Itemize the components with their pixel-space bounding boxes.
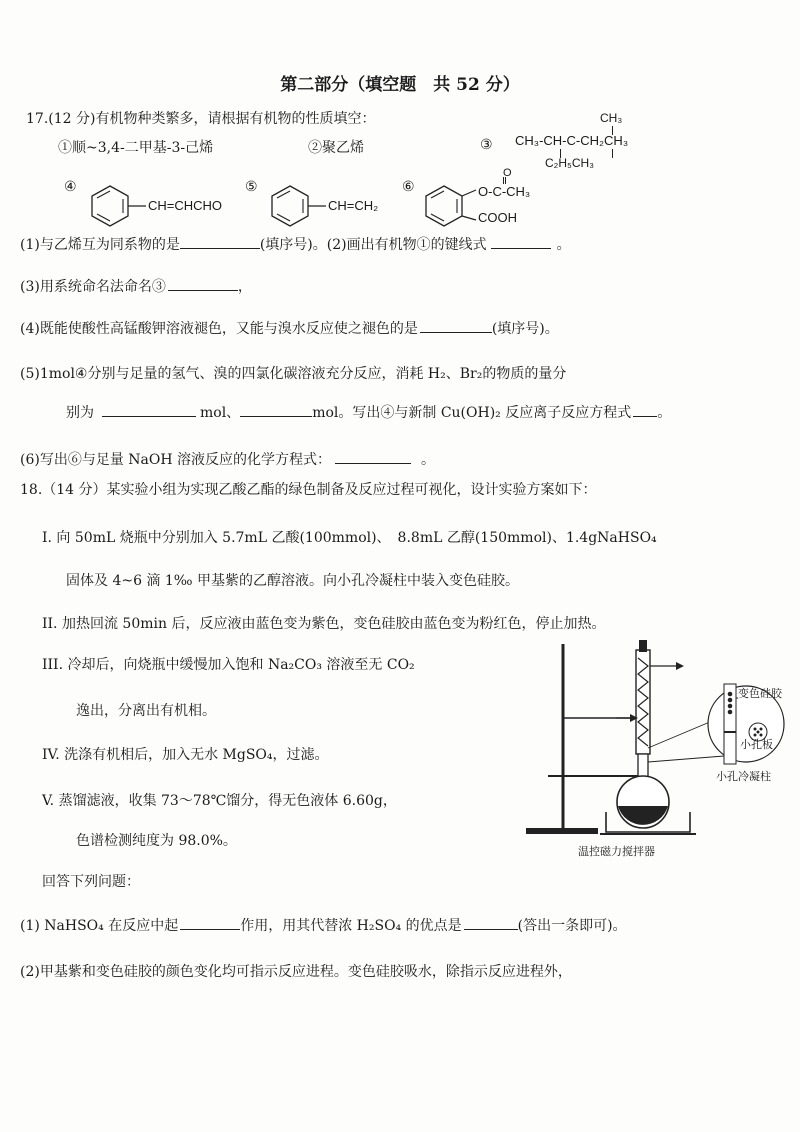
- compound-5-benzene-ring: [268, 182, 330, 230]
- compound-6-ester-group: O-C-CH₃: [478, 184, 531, 199]
- apparatus-diagram: [520, 636, 790, 876]
- answer-blank-18-1b[interactable]: [464, 915, 518, 930]
- q18-step1-line2: 固体及 4~6 滴 1‰ 甲基紫的乙醇溶液。向小孔冷凝柱中装入变色硅胶。: [66, 573, 520, 589]
- compound-4-benzene-ring: [88, 182, 150, 230]
- label-color-silica-gel: 变色硅胶: [738, 687, 782, 700]
- section-title: 第二部分（填空题 共 52 分）: [280, 75, 520, 95]
- q18-step5-line1: V. 蒸馏滤液，收集 73～78℃馏分，得无色液体 6.60g，: [42, 793, 397, 809]
- q17-part3: (3)用系统命名法命名③ ，: [20, 276, 252, 296]
- q18-step4: IV. 洗涤有机相后，加入无水 MgSO₄，过滤。: [42, 747, 329, 763]
- q17-part1: (1)与乙烯互为同系物的是 (填序号)。(2)画出有机物①的键线式 。: [20, 234, 571, 254]
- q17-part4: (4)既能使酸性高锰酸钾溶液褪色，又能与溴水反应使之褪色的是 (填序号)。: [20, 318, 559, 338]
- compound-3-number: ③: [480, 137, 493, 153]
- q18-question1: (1) NaHSO₄ 在反应中起 作用，用其代替浓 H₂SO₄ 的优点是 (答出一条即可)。: [20, 915, 627, 935]
- compound-3-main-chain: CH₃-CH-C-CH₂CH₃: [515, 133, 629, 148]
- answer-blank-18-1a[interactable]: [180, 915, 240, 930]
- compound-6-benzene-ring: [420, 180, 486, 232]
- q17-part5-line2: 别为 mol、 mol。写出④与新制 Cu(OH)₂ 反应离子反应方程式 。: [66, 402, 671, 422]
- q18-question2: (2)甲基紫和变色硅胶的颜色变化均可指示反应进程。变色硅胶吸水，除指示反应进程外，: [20, 964, 572, 980]
- answer-blank-5a[interactable]: [102, 402, 196, 417]
- q17-part6: (6)写出⑥与足量 NaOH 溶液反应的化学方程式： 。: [20, 449, 435, 469]
- label-condenser-column: 小孔冷凝柱: [716, 770, 771, 783]
- compound-3-top-group: CH₃: [600, 111, 623, 125]
- water-out-arrowhead: [676, 662, 684, 670]
- answer-blank-1[interactable]: [180, 234, 260, 249]
- q18-header: 18.（14 分）某实验小组为实现乙酸乙酯的绿色制备及反应过程可视化，设计实验方案如下：: [20, 482, 597, 498]
- compound-3-bottom-groups: C₂H₅CH₃: [545, 156, 595, 170]
- compound-1-name: ①顺~3,4-二甲基-3-己烯: [58, 140, 214, 156]
- compound-6-carbonyl-bond: [503, 177, 506, 184]
- q18-answer-prompt: 回答下列问题：: [42, 874, 140, 890]
- compound-6-number: ⑥: [402, 179, 415, 195]
- label-perforated-plate: 小孔板: [740, 738, 773, 751]
- compound-4-number: ④: [64, 179, 77, 195]
- compound-5-side-chain: CH=CH₂: [328, 198, 379, 213]
- compound-4-side-chain: CH=CHCHO: [148, 198, 223, 213]
- compound-2-name: ②聚乙烯: [308, 140, 364, 156]
- q18-step1-line1: I. 向 50mL 烧瓶中分别加入 5.7mL 乙酸(100mmol)、 8.8mL 乙醇(150mmol)、1.4gNaHSO₄: [42, 530, 657, 546]
- compound-6-carbonyl-o: O: [503, 167, 512, 179]
- stand-base: [526, 828, 598, 834]
- zoom-line-bottom: [648, 756, 724, 762]
- answer-blank-2[interactable]: [491, 234, 551, 249]
- condenser-top: [639, 640, 647, 652]
- q18-step2: II. 加热回流 50min 后，反应液由蓝色变为紫色，变色硅胶由蓝色变为粉红色，停止加热。: [42, 616, 606, 632]
- answer-blank-5b[interactable]: [240, 402, 312, 417]
- compound-6-acid-group: COOH: [478, 210, 517, 225]
- answer-blank-3[interactable]: [168, 276, 238, 291]
- q17-header: 17.(12 分)有机物种类繁多，请根据有机物的性质填空：: [26, 111, 376, 127]
- answer-blank-5c[interactable]: [633, 402, 657, 417]
- q18-step3-line2: 逸出，分离出有机相。: [76, 703, 216, 719]
- q18-step5-line2: 色谱检测纯度为 98.0%。: [76, 833, 237, 849]
- answer-blank-6[interactable]: [335, 449, 411, 464]
- compound-3-bond-right: [612, 149, 613, 158]
- answer-blank-4[interactable]: [420, 318, 492, 333]
- compound-5-number: ⑤: [245, 179, 258, 195]
- q18-step3-line1: III. 冷却后，向烧瓶中缓慢加入饱和 Na₂CO₃ 溶液至无 CO₂: [42, 657, 415, 673]
- label-magnetic-stirrer: 温控磁力搅拌器: [578, 845, 655, 858]
- q17-part5-line1: (5)1mol④分别与足量的氢气、溴的四氯化碳溶液充分反应，消耗 H₂、Br₂的物质的量分: [20, 366, 567, 382]
